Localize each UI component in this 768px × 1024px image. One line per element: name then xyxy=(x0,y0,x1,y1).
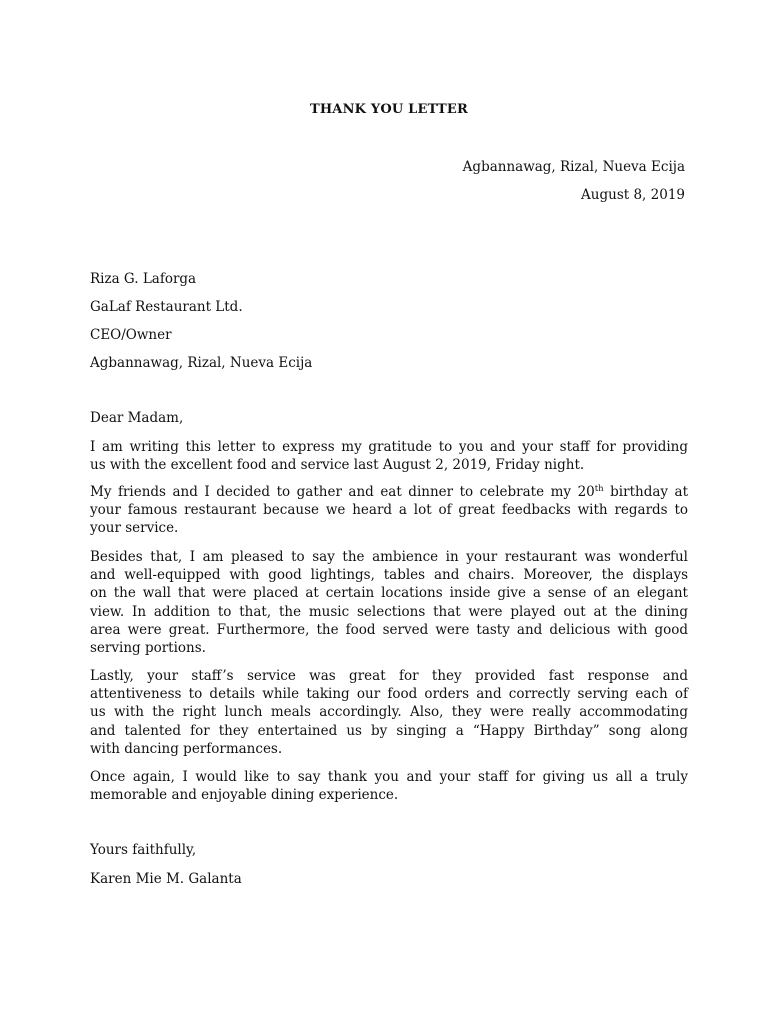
paragraph-line: Besides that, I am pleased to say the ambience in your restaurant was wonderful xyxy=(90,549,688,565)
paragraph-line: and talented for they entertained us by singing a “Happy Birthday” song along xyxy=(90,722,688,739)
paragraph-line: memorable and enjoyable dining experience. xyxy=(90,787,399,804)
paragraph-line xyxy=(90,483,688,501)
paragraph-line: Lastly, your staff’s service was great for they provided fast response and xyxy=(90,668,688,684)
recipient-name: Riza G. Laforga xyxy=(90,271,197,287)
letter-title: THANK YOU LETTER xyxy=(309,102,469,117)
body-paragraph-5 xyxy=(90,768,688,804)
paragraph-line: on the wall that were placed at certain locations inside give a sense of an elegant xyxy=(90,585,688,602)
sender-address: Agbannawag, Rizal, Nueva Ecija xyxy=(462,159,685,175)
body-paragraph-3 xyxy=(90,548,688,657)
paragraph-line-part: My friends and I decided to gather and eat dinner to celebrate my 20 xyxy=(90,484,595,500)
closing: Yours faithfully, xyxy=(90,842,197,858)
body-paragraph-4 xyxy=(90,667,688,758)
paragraph-line-part: birthday at xyxy=(603,484,689,500)
body-paragraph-1 xyxy=(90,438,688,474)
recipient-company: GaLaf Restaurant Ltd. xyxy=(90,299,243,315)
paragraph-line: view. In addition to that, the music selections that were played out at the dining xyxy=(90,603,688,620)
signature-name: Karen Mie M. Galanta xyxy=(90,871,242,887)
paragraph-line: us with the right lunch meals accordingly. Also, they were really accommodating xyxy=(90,704,688,721)
paragraph-line: area were great. Furthermore, the food served were tasty and delicious with good xyxy=(90,621,688,638)
ordinal-suffix: th xyxy=(594,484,604,494)
paragraph-line: serving portions. xyxy=(90,640,206,657)
body-paragraph-2 xyxy=(90,483,688,538)
paragraph-line: your service. xyxy=(90,520,179,537)
salutation: Dear Madam, xyxy=(90,410,184,426)
paragraph-line: Once again, I would like to say thank you and your staff for giving us all a truly xyxy=(90,769,688,785)
paragraph-line: and well-equipped with good lightings, tables and chairs. Moreover, the displays xyxy=(90,567,688,584)
paragraph-line: I am writing this letter to express my gratitude to you and your staff for providing xyxy=(90,439,688,455)
paragraph-line: attentiveness to details while taking our food orders and correctly serving each of xyxy=(90,686,688,703)
paragraph-line: your famous restaurant because we heard a lot of great feedbacks with regards to xyxy=(90,502,688,519)
recipient-address: Agbannawag, Rizal, Nueva Ecija xyxy=(90,355,313,371)
paragraph-line: with dancing performances. xyxy=(90,740,283,757)
letter-date: August 8, 2019 xyxy=(581,187,685,203)
paragraph-line: us with the excellent food and service last August 2, 2019, Friday night. xyxy=(90,457,585,474)
recipient-position: CEO/Owner xyxy=(90,327,172,343)
